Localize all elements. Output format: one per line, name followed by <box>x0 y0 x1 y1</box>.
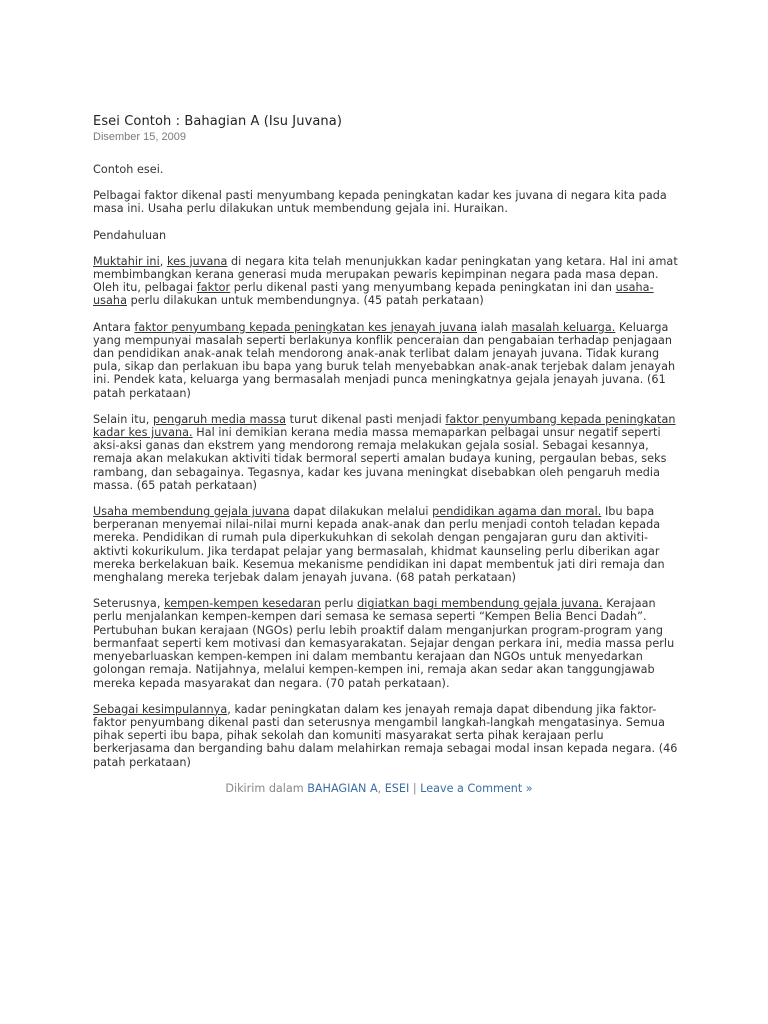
underlined-phrase: Usaha membendung gejala juvana <box>93 505 290 519</box>
paragraph-media-factor <box>93 413 683 492</box>
underlined-phrase: Muktahir ini <box>93 254 160 268</box>
underlined-phrase: digiatkan bagi membendung gejala juvana. <box>357 597 603 611</box>
text-segment: Seterusnya, <box>93 597 165 611</box>
text-segment: Keluarga yang mempunyai masalah seperti berlakunya konflik penceraian dan pengabaian terhadap penjagaan dan pendidikan anak-anak telah mendorong anak-anak terlibat dalam jenayah juvana. Tidak kurang pula, sikap dan perlakuan ibu bapa yang buruk telah menyebabkan anak-anak terjebak dalam jenayah ini. Pendek kata, keluarga yang bermasalah menjadi punca meningkatnya gejala jenayah juvana. (61 patah perkataan) <box>93 320 676 400</box>
text-segment: Pelbagai faktor dikenal pasti menyumbang kepada peningkatan kadar kes juvana di negara kita pada masa ini. Usaha perlu dilakukan untuk membendung gejala ini. Huraikan. <box>93 189 667 216</box>
category-link-esei[interactable]: ESEI <box>384 781 410 795</box>
post-date: Disember 15, 2009 <box>93 131 186 143</box>
text-segment: , kadar peningkatan dalam kes jenayah remaja dapat dibendung jika faktor-faktor penyumbang dikenal pasti dan seterusnya mengambil langkah-langkah mengatasinya. Semua pihak seperti ibu bapa, pihak sekolah dan komuniti masyarakat serta pihak kerajaan perlu berkerjasama dan berganding bahu dalam melahirkan remaja sebagai modal insan kepada negara. (46 patah perkataan) <box>93 702 678 769</box>
underlined-phrase: kempen-kempen kesedaran <box>164 597 321 611</box>
underlined-phrase: usaha-usaha <box>93 281 654 308</box>
underlined-phrase: pendidikan agama dan moral. <box>432 505 602 519</box>
category-link-bahagian-a[interactable]: BAHAGIAN A <box>307 781 378 795</box>
paragraph-conclusion <box>93 703 683 769</box>
text-segment: Kerajaan perlu menjalankan kempen-kempen dari semasa ke semasa seperti “Kempen Belia Benci Dadah”. Pertubuhan bukan kerajaan (NGOs) perlu lebih proaktif dalam menganjurkan program-program yang bermanfaat seperti kem motivasi dan kemasyarakatan. Sejajar dengan perkara ini, media massa perlu menyebarluaskan kempen-kempen ini dalam membantu kerajaan dan NGOs untuk menyedarkan golongan remaja. Natijahnya, melalui kempen-kempen ini, remaja akan sedar akan tanggungjawab mereka kepada masyarakat dan negara. (70 patah perkataan). <box>93 597 675 690</box>
text-segment: Selain itu, <box>93 412 154 426</box>
underlined-phrase: faktor penyumbang kepada peningkatan kes jenayah juvana <box>134 320 478 334</box>
text-segment: Hal ini demikian kerana media massa memaparkan pelbagai unsur negatif seperti aksi-aksi ganas dan ekstrem yang mendorong remaja melakukan gejala sosial. Sebagai kesannya, remaja akan melakukan aktiviti tidak bermoral seperti amalan budaya kuning, pergaulan bebas, seks rambang, dan sebagainya. Tegasnya, kadar kes juvana meningkat disebabkan oleh pengaruh media massa. (65 patah perkataan) <box>93 426 667 492</box>
text-segment: turut dikenal pasti menjadi <box>286 412 446 426</box>
footer-separator: | <box>409 781 421 795</box>
post-body <box>93 163 683 769</box>
underlined-phrase: masalah keluarga. <box>511 320 616 334</box>
footer-comma: , <box>377 781 385 795</box>
paragraph-introduction <box>93 255 683 308</box>
paragraph-campaign-effort <box>93 597 683 689</box>
text-segment: ialah <box>477 320 512 334</box>
underlined-phrase: faktor <box>196 281 231 295</box>
underlined-phrase: kes juvana <box>166 254 228 268</box>
post-footer <box>93 782 683 795</box>
blog-post <box>93 114 683 795</box>
text-segment: perlu dikenal pasti yang menyumbang kepada peningkatan ini dan <box>230 281 616 295</box>
post-title[interactable]: Esei Contoh : Bahagian A (Isu Juvana) <box>93 114 343 129</box>
paragraph-intro <box>93 163 683 176</box>
underlined-phrase: pengaruh media massa <box>153 412 287 426</box>
text-segment: Pendahuluan <box>93 228 167 242</box>
paragraph-family-factor <box>93 321 683 400</box>
text-segment: perlu <box>320 597 358 611</box>
leave-comment-link[interactable]: Leave a Comment » <box>420 781 533 795</box>
text-segment: Antara <box>93 320 135 334</box>
text-segment: , <box>159 254 167 268</box>
underlined-phrase: Sebagai kesimpulannya <box>93 702 228 716</box>
paragraph-education-effort <box>93 505 683 584</box>
text-segment: perlu dilakukan untuk membendungnya. (45 patah perkataan) <box>126 294 484 308</box>
paragraph-heading <box>93 229 683 242</box>
paragraph-question <box>93 189 683 215</box>
footer-prefix: Dikirim dalam <box>225 781 308 795</box>
text-segment: dapat dilakukan melalui <box>289 505 433 519</box>
text-segment: di negara kita telah menunjukkan kadar peningkatan yang ketara. Hal ini amat membimbangkan kerana generasi muda merupakan pewaris kepimpinan negara pada masa depan. Oleh itu, pelbagai <box>93 254 678 295</box>
text-segment: Contoh esei. <box>93 163 164 176</box>
text-segment: Ibu bapa berperanan menyemai nilai-nilai murni kepada anak-anak dan perlu menjadi contoh teladan kepada mereka. Pendidikan di rumah pula diperkukuhkan di sekolah dengan pengajaran guru dan aktiviti-aktivti kokurikulum. Jika terdapat pelajar yang bermasalah, khidmat kaunseling perlu diberikan agar mereka berkelakuan baik. Kesemua mekanisme pendidikan ini dapat membentuk jati diri remaja dan menghalang mereka terjebak dalam jenayah juvana. (68 patah perkataan) <box>93 505 665 585</box>
underlined-phrase: faktor penyumbang kepada peningkatan kadar kes juvana. <box>93 412 676 440</box>
